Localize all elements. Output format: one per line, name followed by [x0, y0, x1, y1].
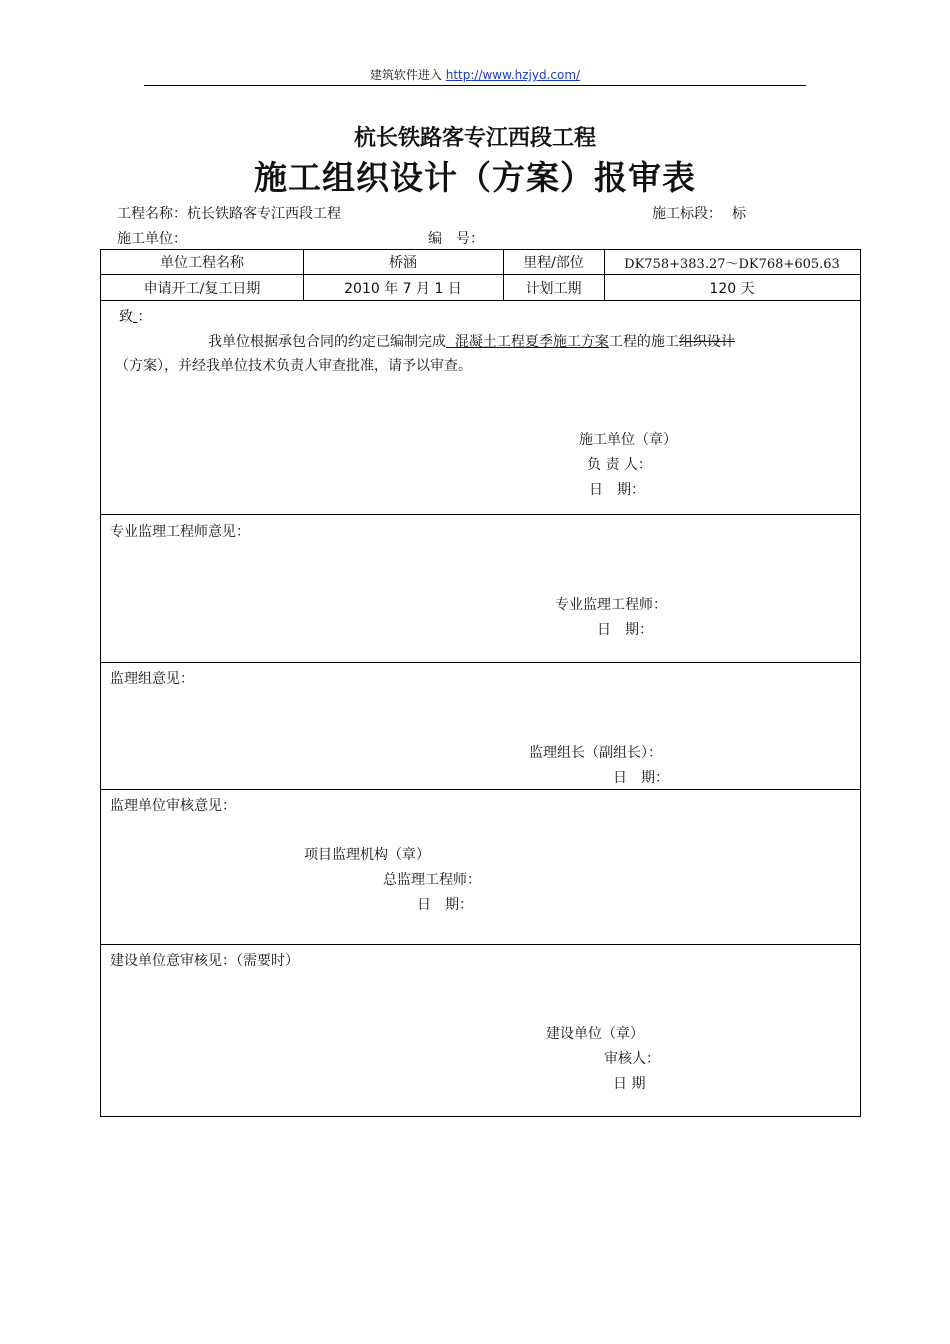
page-header [0, 66, 950, 83]
document-title: 施工组织设计（方案）报审表 [254, 158, 696, 197]
section-value: 标 [732, 206, 746, 222]
supervision-unit-heading: 监理单位审核意见： [110, 798, 236, 814]
unit-project-value: 桥涵 [389, 255, 417, 271]
supervision-group-heading: 监理组意见： [110, 671, 194, 687]
engineer-date-label: 日 期： [597, 622, 653, 638]
header-divider [144, 85, 806, 86]
table-row [100, 249, 861, 275]
contractor-date-label: 日 期： [589, 482, 645, 498]
start-date-label: 申请开工/复工日期 [143, 280, 261, 297]
submission-text: 我单位根据承包合同的约定已编制完成 混凝土工程夏季施工方案工程的施工组织设计 [208, 334, 735, 350]
addressee-line: 致 ： [119, 309, 152, 325]
engineer-sign-label: 专业监理工程师： [555, 597, 667, 613]
unit-project-label: 单位工程名称 [160, 255, 244, 271]
number-label: 编 号： [428, 231, 484, 247]
section-label: 施工标段： 标 [652, 206, 746, 222]
mileage-value: DK758+383.27～DK768+605.63 [624, 256, 840, 272]
header-link[interactable]: http://www.hzjyd.com/ [445, 68, 581, 82]
supervision-group-section [100, 662, 861, 790]
mileage-label: 里程/部位 [523, 255, 584, 271]
owner-seal-label: 建设单位（章） [546, 1026, 644, 1042]
contractor-seal-label: 施工单位（章） [579, 432, 677, 448]
chief-engineer-label: 总监理工程师： [383, 872, 481, 888]
engineer-opinion-section [100, 514, 861, 663]
engineer-opinion-heading: 专业监理工程师意见： [110, 524, 250, 540]
group-leader-label: 监理组长（副组长）： [529, 745, 662, 761]
supervision-date-label: 日 期： [417, 897, 473, 913]
owner-date-label: 日 期 [613, 1076, 646, 1092]
struck-text: 组织设计 [678, 334, 735, 350]
supervision-org-seal-label: 项目监理机构（章） [304, 847, 430, 863]
owner-heading: 建设单位意审核见：（需要时） [110, 953, 299, 969]
start-date-value: 2010 年 7 月 1 日 [344, 280, 462, 297]
plan-name: 混凝土工程夏季施工方案 [454, 334, 609, 350]
header-prefix: 建筑软件进入 [369, 68, 442, 82]
table-row [100, 274, 861, 301]
owner-section [100, 944, 861, 1117]
contractor-section [100, 300, 861, 515]
planned-duration-value: 120 天 [709, 280, 755, 297]
planned-duration-label: 计划工期 [525, 280, 582, 297]
reviewer-label: 审核人： [604, 1051, 660, 1067]
submission-text-cont: （方案），并经我单位技术负责人审查批准，请予以审查。 [115, 358, 472, 374]
construction-unit-label: 施工单位： [117, 231, 187, 247]
document-subtitle: 杭长铁路客专江西段工程 [353, 126, 596, 151]
supervision-unit-section [100, 789, 861, 945]
responsible-person-label: 负 责 人： [587, 457, 652, 473]
group-date-label: 日 期： [613, 770, 669, 786]
project-name: 工程名称：杭长铁路客专江西段工程 [117, 206, 341, 222]
